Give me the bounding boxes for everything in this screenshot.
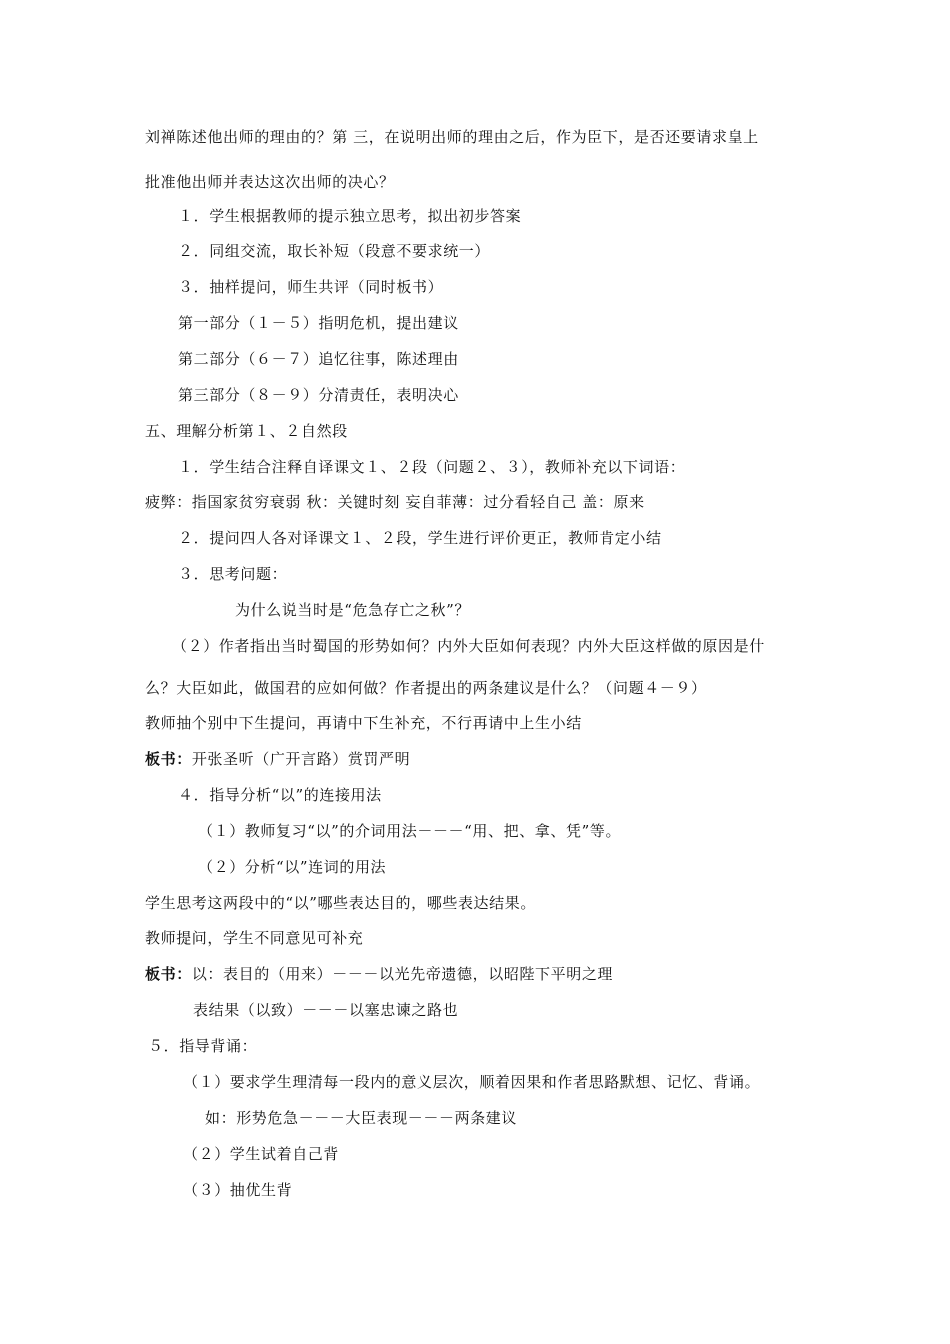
board-note-line [145, 964, 613, 984]
paragraph-line: （２）作者指出当时蜀国的形势如何？内外大臣如何表现？内外大臣这样做的原因是什 [172, 637, 765, 655]
paragraph-line: ３．思考问题： [178, 565, 288, 583]
paragraph-line: ５．指导背诵： [148, 1037, 258, 1055]
paragraph-line: 疲弊：指国家贫穷衰弱 秋：关键时刻 妄自菲薄：过分看轻自己 盖：原来 [145, 493, 645, 511]
paragraph-line: 批准他出师并表达这次出师的决心？ [145, 173, 395, 191]
paragraph-line: （１）要求学生理清每一段内的意义层次，顺着因果和作者思路默想、记忆、背诵。 [183, 1073, 761, 1091]
paragraph-line: 第二部分（６－７）追忆往事，陈述理由 [178, 350, 459, 368]
paragraph-line: ２．提问四人各对译课文１、２段，学生进行评价更正，教师肯定小结 [178, 529, 662, 547]
paragraph-line: 教师抽个别中下生提问，再请中下生补充，不行再请中上生小结 [145, 714, 582, 732]
board-note-text: 以：表目的（用来）－－－以光先帝遗德，以昭陛下平明之理 [191, 965, 614, 983]
board-note-line [145, 749, 410, 769]
paragraph-line: 如：形势危急－－－大臣表现－－－两条建议 [205, 1109, 518, 1127]
paragraph-line: ４．指导分析“以”的连接用法 [178, 786, 382, 804]
paragraph-line: 第一部分（１－５）指明危机，提出建议 [178, 314, 459, 332]
paragraph-line: 为什么说当时是“危急存亡之秋”？ [235, 601, 470, 619]
paragraph-line: 教师提问，学生不同意见可补充 [145, 929, 364, 947]
board-note-text: 开张圣听（广开言路）赏罚严明 [191, 750, 411, 768]
paragraph-line: 第三部分（８－９）分清责任，表明决心 [178, 386, 459, 404]
paragraph-line: （１）教师复习“以”的介词用法－－－“用、把、拿、凭”等。 [198, 822, 622, 840]
board-note-label: 板书： [145, 750, 192, 768]
board-note-label: 板书： [145, 965, 192, 983]
paragraph-line: １．学生根据教师的提示独立思考，拟出初步答案 [178, 207, 522, 225]
paragraph-line: （３）抽优生背 [183, 1181, 293, 1199]
paragraph-line: ２．同组交流，取长补短（段意不要求统一） [178, 242, 491, 260]
paragraph-line: 刘禅陈述他出师的理由的？第 三，在说明出师的理由之后，作为臣下，是否还要请求皇上 [145, 128, 759, 146]
paragraph-line: １．学生结合注释自译课文１、２段（问题２、３），教师补充以下词语： [178, 458, 686, 476]
paragraph-line: 学生思考这两段中的“以”哪些表达目的，哪些表达结果。 [145, 894, 536, 912]
paragraph-line: （２）分析“以”连词的用法 [198, 858, 387, 876]
paragraph-line: （２）学生试着自己背 [183, 1145, 340, 1163]
paragraph-line: 么？大臣如此，做国君的应如何做？作者提出的两条建议是什么？（问题４－９） [145, 679, 707, 697]
paragraph-line: 表结果（以致）－－－以塞忠谏之路也 [193, 1001, 459, 1019]
section-heading: 五、理解分析第１、２自然段 [145, 422, 348, 440]
paragraph-line: ３．抽样提问，师生共评（同时板书） [178, 278, 444, 296]
